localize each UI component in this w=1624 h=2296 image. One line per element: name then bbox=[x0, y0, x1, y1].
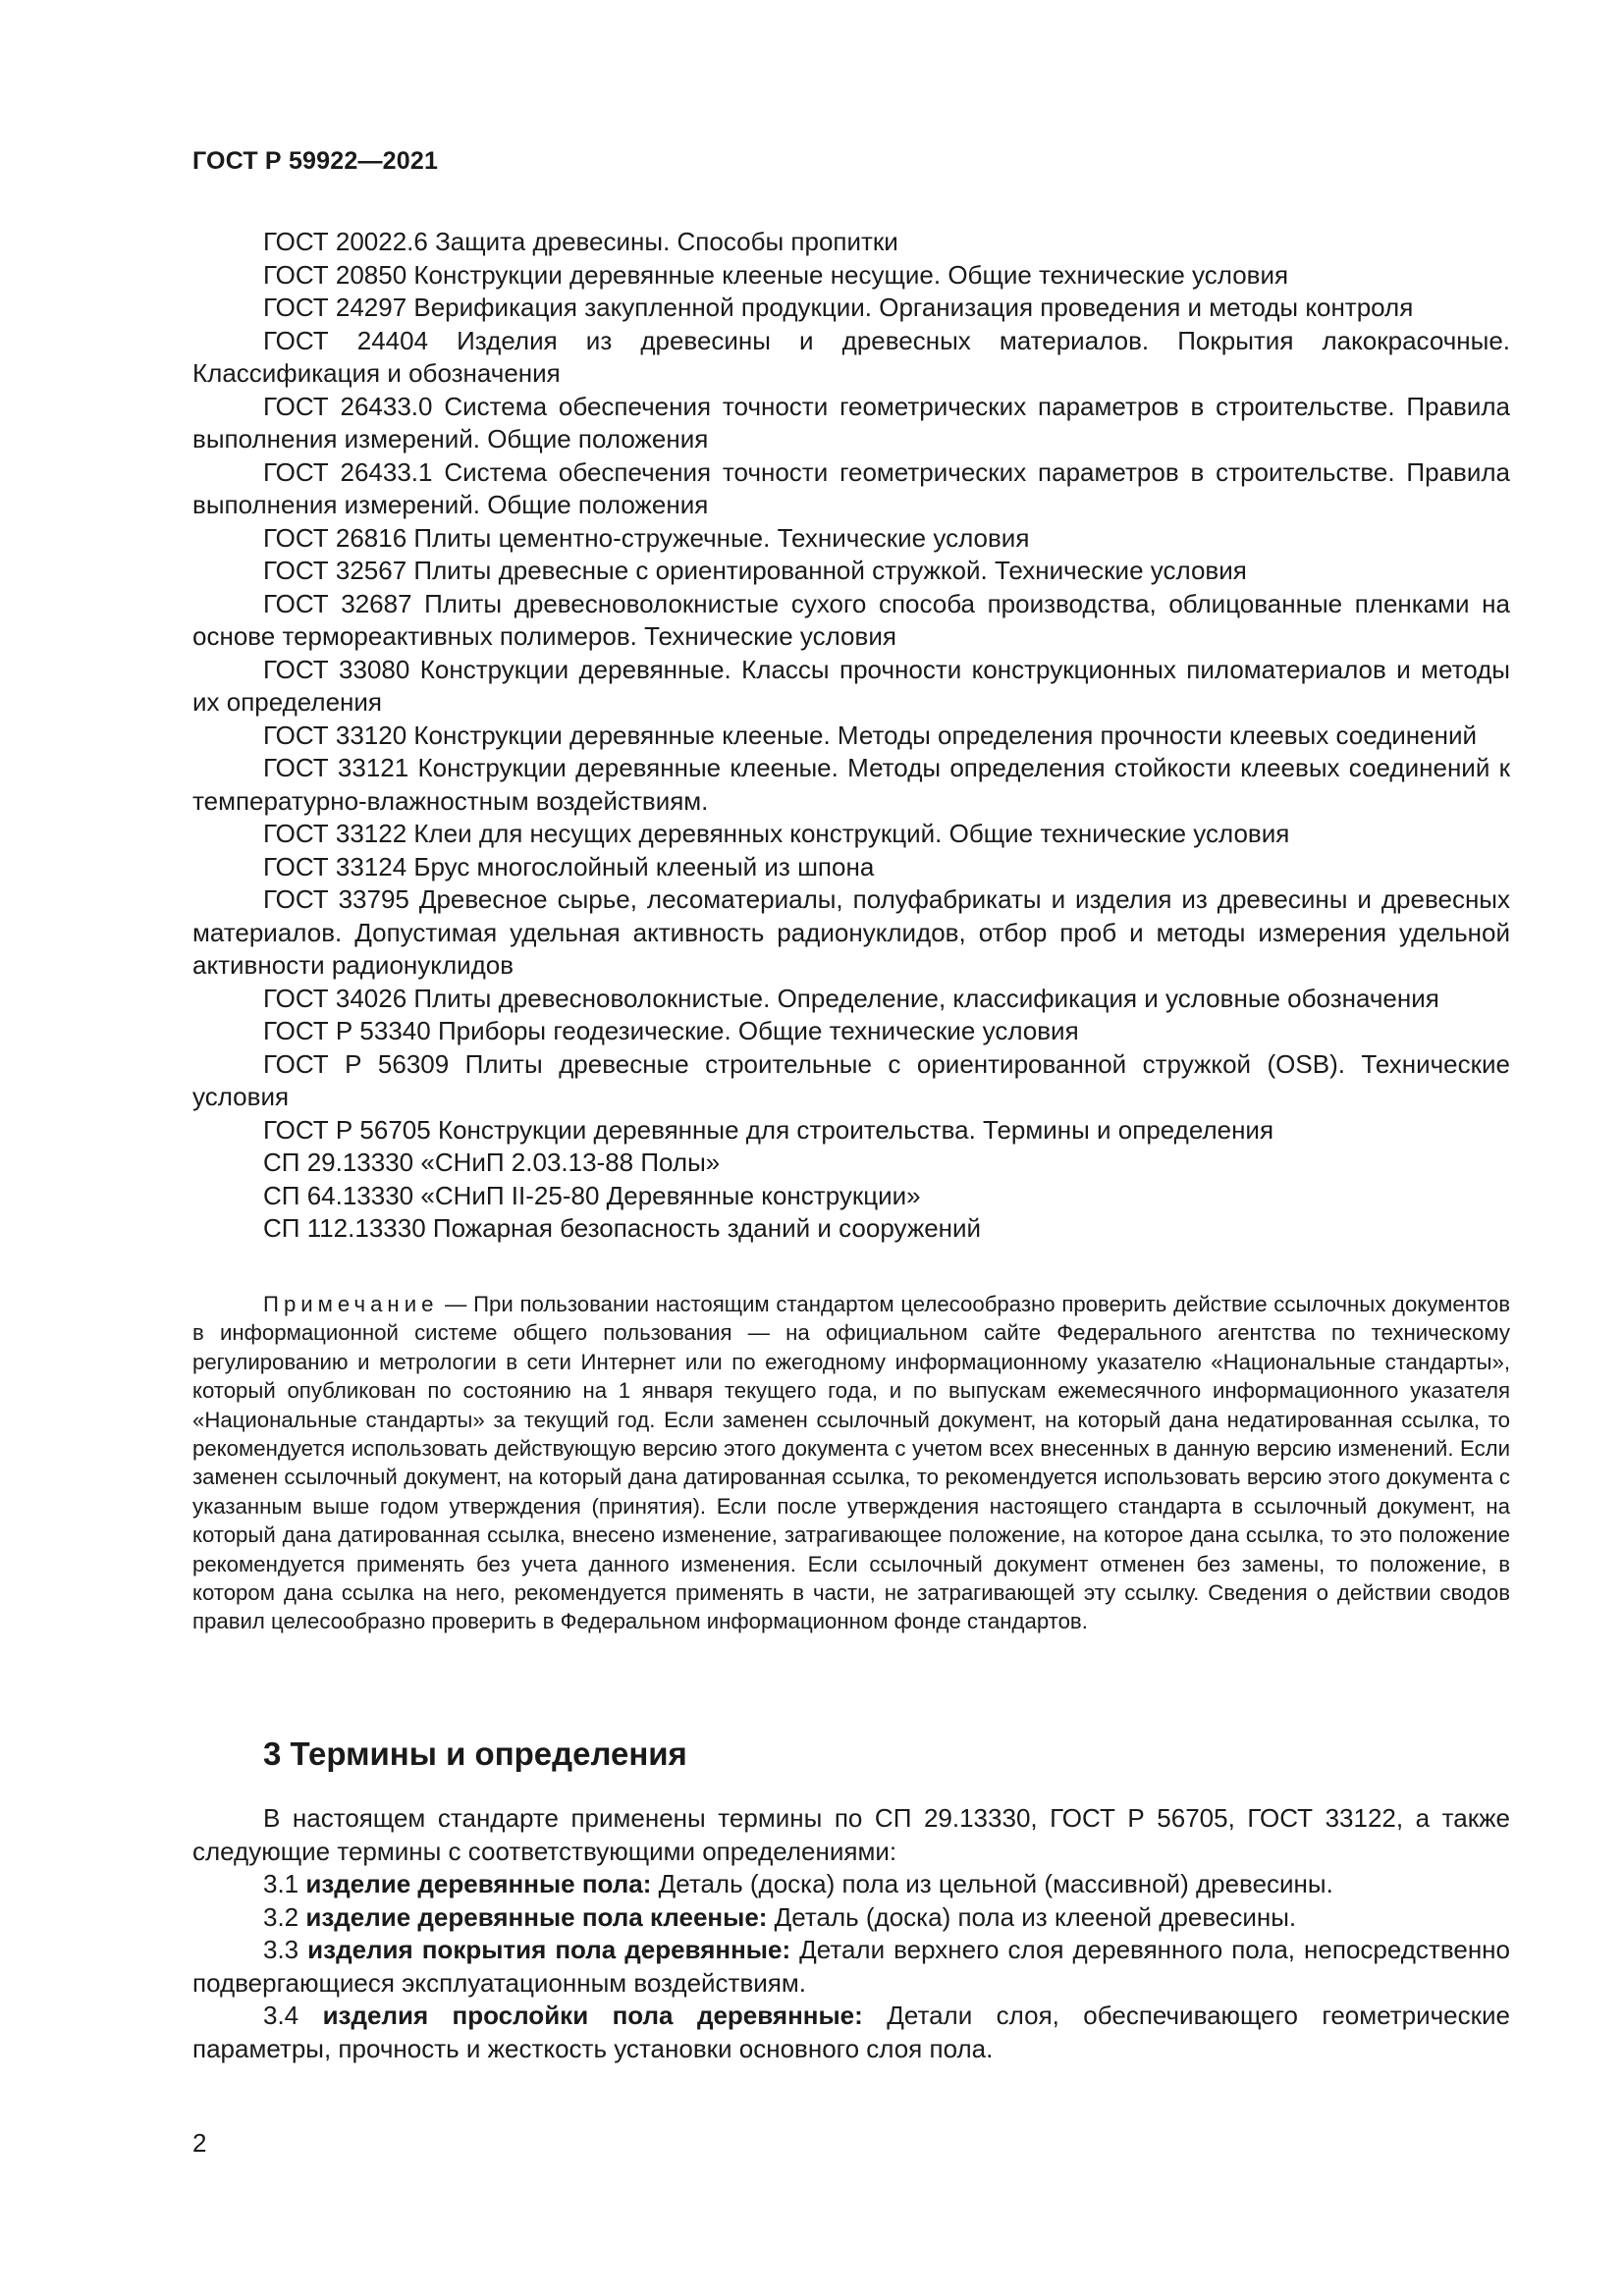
reference-item: ГОСТ 33124 Брус многослойный клееный из шпона bbox=[263, 851, 875, 881]
reference-item: СП 64.13330 «СНиП II-25-80 Деревянные конструкции» bbox=[263, 1180, 921, 1210]
reference-item: СП 29.13330 «СНиП 2.03.13-88 Полы» bbox=[263, 1148, 721, 1177]
term-number: 3.1 bbox=[263, 1869, 306, 1898]
note-paragraph bbox=[192, 1290, 1510, 1636]
term-item bbox=[192, 1868, 1510, 1901]
reference-item: ГОСТ 34026 Плиты древесноволокнистые. Определение, классификация и условные обозначения bbox=[263, 983, 1439, 1013]
section-intro: В настоящем стандарте применены термины по СП 29.13330, ГОСТ Р 56705, ГОСТ 33122, а также следующие термины с соответствующими определениями: bbox=[192, 1803, 1510, 1866]
reference-item: ГОСТ 20850 Конструкции деревянные клееные несущие. Общие технические условия bbox=[263, 259, 1289, 290]
terms-section bbox=[192, 1802, 1510, 2065]
term-name: изделие деревянные пола клееные: bbox=[305, 1901, 768, 1932]
reference-item: ГОСТ Р 56309 Плиты древесные строительные с ориентированной стружкой (OSB). Технические условия bbox=[192, 1048, 1510, 1111]
term-number: 3.3 bbox=[263, 1935, 308, 1964]
term-definition: Детали верхнего слоя деревянного пола, непосредственно подвергающиеся эксплуатационным воздействиям. bbox=[192, 1935, 1510, 1998]
reference-item: ГОСТ 33120 Конструкции деревянные клееные. Методы определения прочности клеевых соединений bbox=[263, 720, 1478, 750]
term-definition: Деталь (доска) пола из цельной (массивной) древесины. bbox=[651, 1869, 1333, 1898]
note-text: — При пользовании настоящим стандартом целесообразно проверить действие ссылочных документов в информационной системе общего пользования — на официальном сайте Федерального агентства по техническому регулированию и метрологии в сети Интернет или по ежегодному информационному указателю «Национальные стандарты», который опубликован по состоянию на 1 января текущего года, и по выпускам ежемесячного информационного указателя «Национальные стандарты» за текущий год. Если заменен ссылочный документ, на который дана недатированная ссылка, то рекомендуется использовать действующую версию этого документа с учетом всех внесенных в данную версию изменений. Если заменен ссылочный документ, на который дана датированная ссылка, то рекомендуется использовать версию этого документа с указанным выше годом утверждения (принятия). Если после утверждения настоящего стандарта в ссылочный документ, на который дана датированная ссылка, внесено изменение, затрагивающее положение, на которое дана ссылка, то это положение рекомендуется применять без учета данного изменения. Если ссылочный документ отменен без замены, то положение, в котором дана ссылка на него, рекомендуется применять в части, не затрагивающей эту ссылку. Сведения о действии сводов правил целесообразно проверить в Федеральном информационном фонде стандартов. bbox=[192, 1292, 1510, 1634]
term-name: изделие деревянные пола: bbox=[305, 1869, 652, 1898]
term-number: 3.4 bbox=[263, 2001, 323, 2030]
reference-item: ГОСТ 33122 Клеи для несущих деревянных конструкций. Общие технические условия bbox=[263, 819, 1290, 848]
reference-item: ГОСТ 24297 Верификация закупленной продукции. Организация проведения и методы контроля bbox=[263, 293, 1414, 322]
reference-item: ГОСТ Р 53340 Приборы геодезические. Общие технические условия bbox=[263, 1016, 1079, 1045]
term-name: изделия прослойки пола деревянные: bbox=[322, 2001, 863, 2030]
reference-item: ГОСТ 26816 Плиты цементно-стружечные. Технические условия bbox=[263, 522, 1030, 553]
page-number: 2 bbox=[192, 2128, 207, 2158]
reference-item: ГОСТ 33121 Конструкции деревянные клееные. Методы определения стойкости клеевых соединений к температурно-влажностным воздействиям. bbox=[192, 753, 1510, 816]
term-item bbox=[192, 1934, 1510, 2000]
term-number: 3.2 bbox=[263, 1901, 306, 1932]
term-definition: Детали слоя, обеспечивающего геометрические параметры, прочность и жесткость установки основного слоя пола. bbox=[192, 2001, 1510, 2063]
reference-item: ГОСТ 26433.0 Система обеспечения точности геометрических параметров в строительстве. Правила выполнения измерений. Общие положения bbox=[192, 391, 1510, 454]
reference-item: ГОСТ Р 56705 Конструкции деревянные для строительства. Термины и определения bbox=[263, 1114, 1274, 1145]
note-label: Примечание bbox=[263, 1292, 439, 1316]
term-item bbox=[192, 2000, 1510, 2065]
reference-item: ГОСТ 32687 Плиты древесноволокнистые сухого способа производства, облицованные пленками на основе термореактивных полимеров. Технические условия bbox=[192, 588, 1510, 651]
reference-item: СП 112.13330 Пожарная безопасность зданий и сооружений bbox=[263, 1213, 982, 1243]
reference-item: ГОСТ 24404 Изделия из древесины и древесных материалов. Покрытия лакокрасочные. Классификация и обозначения bbox=[192, 325, 1510, 388]
term-definition: Деталь (доска) пола из клееной древесины. bbox=[767, 1901, 1297, 1932]
term-item bbox=[192, 1901, 1510, 1935]
term-name: изделия покрытия пола деревянные: bbox=[307, 1935, 791, 1964]
reference-item: ГОСТ 33080 Конструкции деревянные. Классы прочности конструкционных пиломатериалов и методы их определения bbox=[192, 654, 1510, 717]
normative-references-list bbox=[192, 226, 1510, 1246]
reference-item: ГОСТ 26433.1 Система обеспечения точности геометрических параметров в строительстве. Правила выполнения измерений. Общие положения bbox=[192, 456, 1510, 519]
reference-item: ГОСТ 33795 Древесное сырье, лесоматериалы, полуфабрикаты и изделия из древесины и древесных материалов. Допустимая удельная активность радионуклидов, отбор проб и методы измерения удельной активности радионуклидов bbox=[192, 884, 1510, 980]
document-header: ГОСТ Р 59922—2021 bbox=[192, 147, 439, 175]
reference-item: ГОСТ 20022.6 Защита древесины. Способы пропитки bbox=[263, 227, 898, 256]
note-block bbox=[192, 1290, 1510, 1636]
section-title: 3 Термины и определения bbox=[263, 1735, 687, 1772]
reference-item: ГОСТ 32567 Плиты древесные с ориентированной стружкой. Технические условия bbox=[263, 556, 1247, 585]
